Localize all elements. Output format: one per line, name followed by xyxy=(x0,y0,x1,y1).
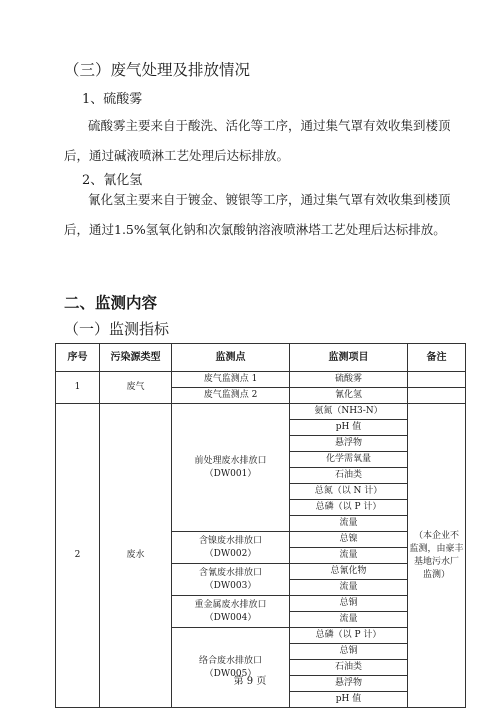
subsection-heading-monitoring-indicators: （一）监测指标 xyxy=(64,320,170,338)
note-cell xyxy=(408,404,466,708)
note-cell xyxy=(408,388,466,404)
column-header-source-type: 污染源类型 xyxy=(100,344,172,372)
outlet-name: 含镍废水排放口 xyxy=(198,535,262,546)
outlet-name: 含氰废水排放口 xyxy=(198,567,262,578)
row-number: 2 xyxy=(56,404,100,708)
table-row xyxy=(56,372,466,388)
note-line: 监测） xyxy=(422,569,450,580)
monitoring-item-cell: 硫酸雾 xyxy=(290,372,408,388)
outlet-name: 重金属废水排放口 xyxy=(194,599,267,610)
page-number: 第 9 页 xyxy=(233,676,267,687)
monitoring-point-cell xyxy=(172,404,290,532)
table-row xyxy=(56,404,466,420)
monitoring-point-cell xyxy=(172,628,290,708)
monitoring-item-cell: 石油类 xyxy=(290,660,408,676)
monitoring-item-cell: 流量 xyxy=(290,580,408,596)
item-heading-hydrogen-cyanide: 2、氰化氢 xyxy=(82,173,143,188)
row-number: 1 xyxy=(56,372,100,404)
monitoring-point-cell: 废气监测点 1 xyxy=(172,372,290,388)
monitoring-item-cell: pH 值 xyxy=(290,420,408,436)
paragraph-hydrogen-cyanide: 氰化氢主要来自于镀金、镀银等工序，通过集气罩有效收集到楼顶后，通过1.5%氢氧化钠和次氯酸钠溶液喷淋塔工艺处理后达标排放。 xyxy=(64,192,451,237)
monitoring-point-cell xyxy=(172,532,290,564)
table-header-row xyxy=(56,344,466,372)
monitoring-item-cell: 悬浮物 xyxy=(290,676,408,692)
section-heading-waste-gas: （三）废气处理及排放情况 xyxy=(64,61,251,79)
outlet-code: （DW002） xyxy=(204,548,257,559)
monitoring-item-cell: 总磷（以 P 计） xyxy=(290,628,408,644)
monitoring-item-cell: 总镍 xyxy=(290,532,408,548)
source-type-cell: 废水 xyxy=(100,404,172,708)
note-line: 基地污水厂 xyxy=(413,556,459,567)
paragraph-sulfuric-acid-mist: 硫酸雾主要来自于酸洗、活化等工序，通过集气罩有效收集到楼顶后，通过碱液喷淋工艺处理后达标排放。 xyxy=(64,118,451,163)
monitoring-item-cell: 流量 xyxy=(290,548,408,564)
monitoring-item-cell: 总磷（以 P 计） xyxy=(290,500,408,516)
monitoring-item-cell: 石油类 xyxy=(290,468,408,484)
monitoring-item-cell: 悬浮物 xyxy=(290,436,408,452)
column-header-note: 备注 xyxy=(408,344,466,372)
outlet-code: （DW004） xyxy=(204,612,257,623)
monitoring-point-cell xyxy=(172,596,290,628)
outlet-code: （DW005） xyxy=(204,668,257,679)
monitoring-item-cell: 总铜 xyxy=(290,596,408,612)
monitoring-item-cell: 总氰化物 xyxy=(290,564,408,580)
monitoring-point-cell xyxy=(172,564,290,596)
note-line: （本企业不 xyxy=(413,530,459,541)
monitoring-item-cell: 总氮（以 N 计） xyxy=(290,484,408,500)
monitoring-item-cell: 流量 xyxy=(290,612,408,628)
note-line: 监测，由豪丰 xyxy=(409,543,464,554)
item-heading-sulfuric-acid-mist: 1、硫酸雾 xyxy=(82,92,143,107)
note-cell xyxy=(408,372,466,388)
outlet-code: （DW001） xyxy=(204,468,257,479)
source-type-cell: 废气 xyxy=(100,372,172,404)
column-header-monitoring-item: 监测项目 xyxy=(290,344,408,372)
outlet-code: （DW003） xyxy=(204,580,257,591)
monitoring-item-cell: 氰化氢 xyxy=(290,388,408,404)
monitoring-point-cell: 废气监测点 2 xyxy=(172,388,290,404)
monitoring-item-cell: 化学需氧量 xyxy=(290,452,408,468)
section-heading-monitoring-content: 二、监测内容 xyxy=(64,294,158,312)
monitoring-item-cell: pH 值 xyxy=(290,692,408,708)
outlet-name: 前处理废水排放口 xyxy=(194,455,267,466)
monitoring-item-cell: 流量 xyxy=(290,516,408,532)
outlet-name: 络合废水排放口 xyxy=(198,655,262,666)
monitoring-item-cell: 总铜 xyxy=(290,644,408,660)
monitoring-item-cell: 氨氮（NH3-N） xyxy=(290,404,408,420)
column-header-no: 序号 xyxy=(56,344,100,372)
monitoring-table xyxy=(55,343,466,708)
column-header-monitoring-point: 监测点 xyxy=(172,344,290,372)
